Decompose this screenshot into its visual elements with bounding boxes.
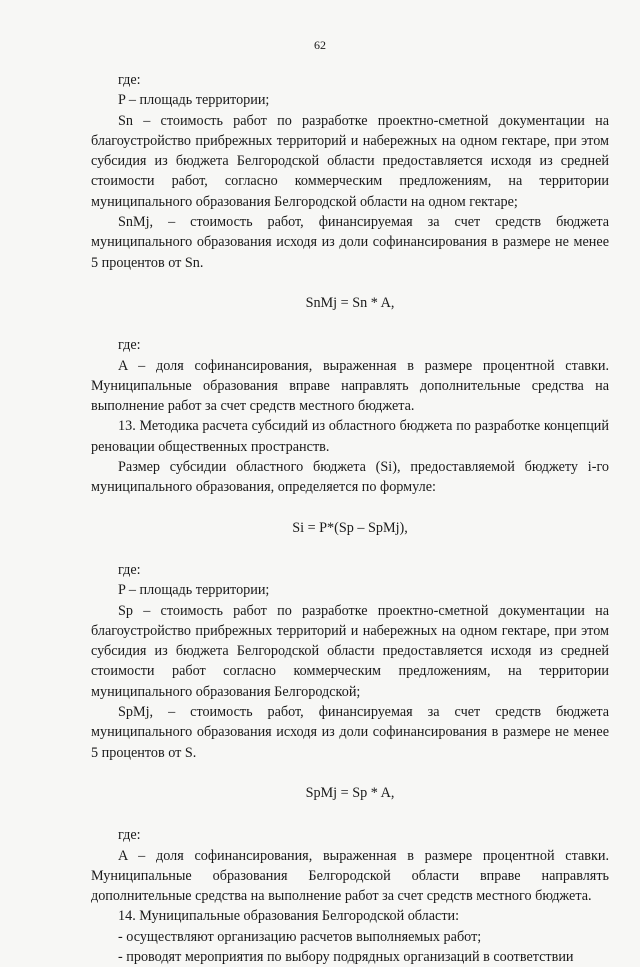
where-label: где: (118, 827, 141, 844)
formula-spmj: SpMj = Sp * A, (305, 784, 395, 801)
formula-si: Si = P*(Sp – SpMj), (292, 519, 408, 536)
where-label: где: (118, 337, 141, 354)
where-label: где: (118, 72, 141, 88)
section-14-heading: 14. Муниципальные образования Белгородской области: (118, 908, 460, 925)
definition-spmj: SpMj, – стоимость работ, финансируемая за счет средств бюджета муниципального образования исходя из доли софинансирования в размере не менее 5 процентов от S. (91, 704, 609, 761)
definition-p: P – площадь территории; (118, 582, 270, 599)
page-number: 62 (314, 38, 326, 52)
list-item: - осуществляют организацию расчетов выполняемых работ; (118, 928, 482, 945)
section-13-heading: 13. Методика расчета субсидий из областного бюджета по разработке концепций реновации общественных пространств. (91, 418, 609, 455)
where-label: где: (118, 561, 141, 578)
definition-a: A – доля софинансирования, выраженная в размере процентной ставки. Муниципальные образования Белгородской области вправе направлять дополнительные средства на выполнение работ за счет средств местного бюджета. (91, 847, 609, 905)
document-body (91, 70, 609, 967)
subsidy-size-text: Размер субсидии областного бюджета (Si), предоставляемой бюджету i-го муниципального образования, определяется по формуле: (91, 459, 609, 496)
definition-snmj: SnMj, – стоимость работ, финансируемая за счет средств бюджета муниципального образования исходя из доли софинансирования в размере не менее 5 процентов от Sn. (91, 214, 609, 271)
definition-sp: Sp – стоимость работ по разработке проектно-сметной документации на благоустройство прибрежных территорий и набережных на одном гектаре, при этом субсидия из бюджета Белгородской области предоставляется исходя из средней стоимости работ согласно коммерческим предложениям, на территории муниципального образования Белгородской; (91, 602, 609, 700)
list-item: - проводят мероприятия по выбору подрядных организаций в соответствии (118, 948, 574, 965)
formula-snmj: SnMj = Sn * A, (305, 294, 395, 311)
definition-a: A – доля софинансирования, выраженная в размере процентной ставки. Муниципальные образования вправе направлять дополнительные средства на выполнение работ за счет средств местного бюджета. (91, 357, 609, 415)
definition-p: P – площадь территории; (118, 92, 270, 109)
definition-sn: Sn – стоимость работ по разработке проектно-сметной документации на благоустройство прибрежных территорий и набережных на одном гектаре, при этом субсидия из бюджета Белгородской области предоставляется исходя из средней стоимости работ, согласно коммерческим предложениям, на территории муниципального образования Белгородской области на одном гектаре; (91, 112, 609, 210)
